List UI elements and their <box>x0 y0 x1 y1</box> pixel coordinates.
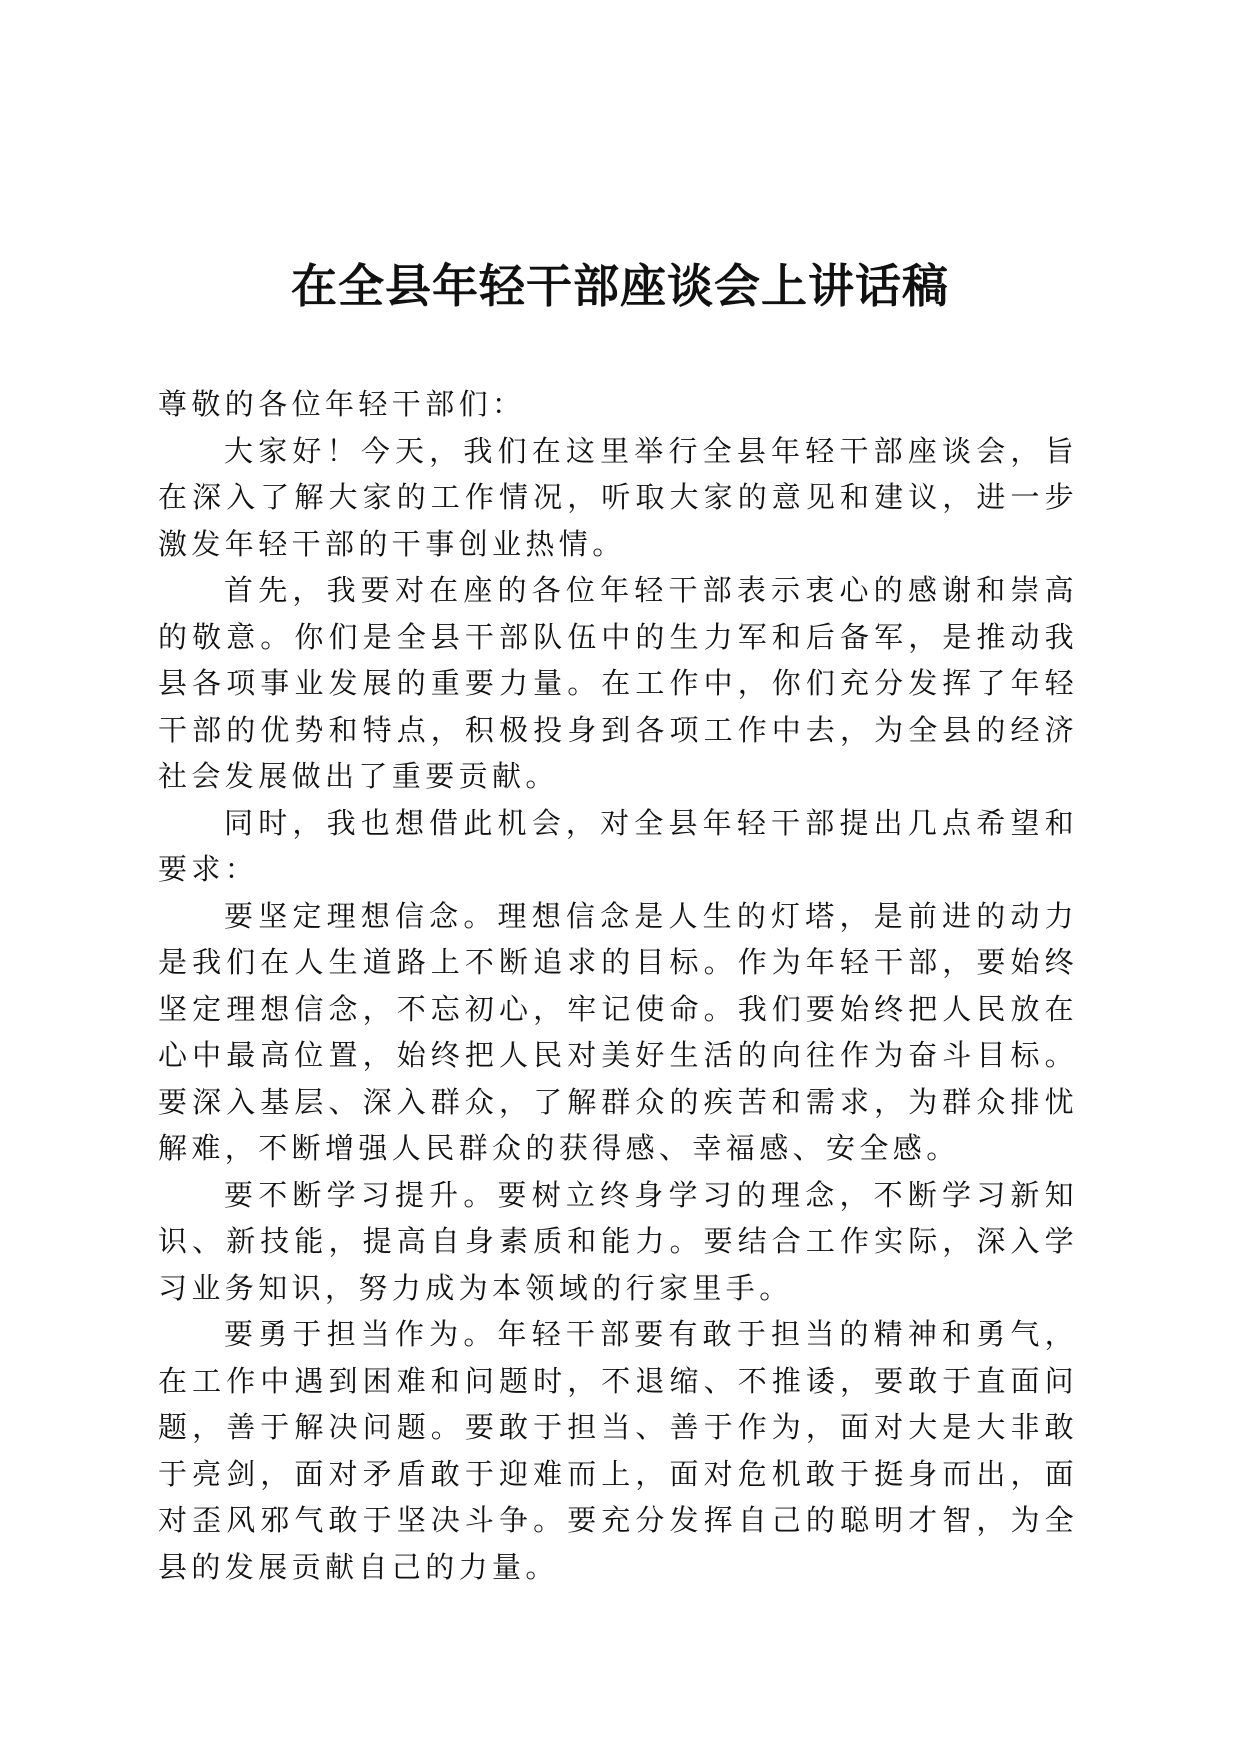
paragraph-responsibility: 要勇于担当作为。年轻干部要有敢于担当的精神和勇气，在工作中遇到困难和问题时，不退缩、不推诿，要敢于直面问题，善于解决问题。要敢于担当、善于作为，面对大是大非敢于亮剑，面对矛盾敢于迎难而上，面对危机敢于挺身而出，面对歪风邪气敢于坚决斗争。要充分发挥自己的聪明才智，为全县的发展贡献自己的力量。 <box>158 1317 1078 1584</box>
document-body <box>158 381 1078 1590</box>
paragraph-thanks: 首先，我要对在座的各位年轻干部表示衷心的感谢和崇高的敬意。你们是全县干部队伍中的生力军和后备军，是推动我县各项事业发展的重要力量。在工作中，你们充分发挥了年轻干部的优势和特点，积极投身到各项工作中去，为全县的经济社会发展做出了重要贡献。 <box>158 573 1078 793</box>
paragraph-ideals: 要坚定理想信念。理想信念是人生的灯塔，是前进的动力是我们在人生道路上不断追求的目标。作为年轻干部，要始终坚定理想信念，不忘初心，牢记使命。我们要始终把人民放在心中最高位置，始终把人民对美好生活的向往作为奋斗目标。要深入基层、深入群众，了解群众的疾苦和需求，为群众排忧解难，不断增强人民群众的获得感、幸福感、安全感。 <box>158 898 1078 1165</box>
paragraph-learning: 要不断学习提升。要树立终身学习的理念，不断学习新知识、新技能，提高自身素质和能力。要结合工作实际，深入学习业务知识，努力成为本领域的行家里手。 <box>158 1177 1078 1305</box>
document-title: 在全县年轻干部座谈会上讲话稿 <box>291 259 949 313</box>
paragraph-greeting: 大家好！今天，我们在这里举行全县年轻干部座谈会，旨在深入了解大家的工作情况，听取大家的意见和建议，进一步激发年轻干部的干事创业热情。 <box>158 433 1078 561</box>
paragraph-expectations-intro: 同时，我也想借此机会，对全县年轻干部提出几点希望和要求： <box>158 805 1078 886</box>
salutation: 尊敬的各位年轻干部们： <box>158 387 526 421</box>
